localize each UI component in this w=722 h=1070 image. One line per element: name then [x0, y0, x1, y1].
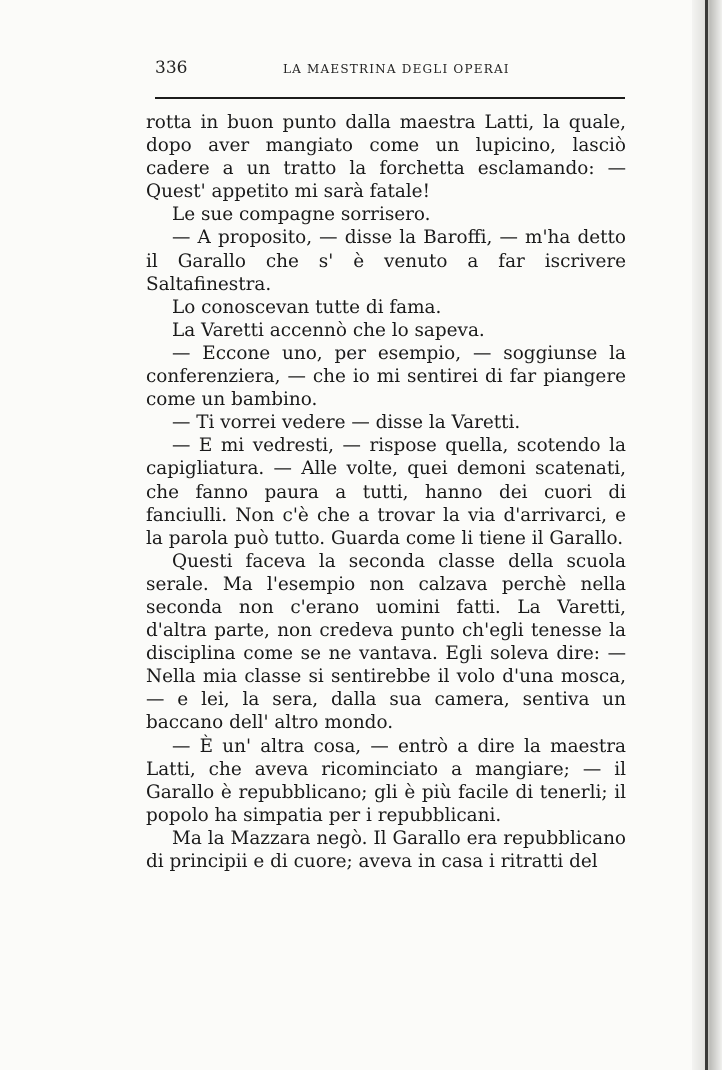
paragraph-continued: rotta in buon punto dalla maestra Latti, la quale, dopo aver mangiato come un lupicino, lasciò cadere a un tratto la forchetta esclamando: — Quest' appetito mi sarà fatale! — [146, 112, 626, 203]
paragraph: Le sue compagne sorrisero. — [172, 204, 431, 226]
paragraph: La Varetti accennò che lo sapeva. — [172, 319, 485, 341]
paragraph: Questi faceva la seconda classe della scuola serale. Ma l'esempio non calzava perchè nella seconda non c'erano uomini fatti. La Varetti, d'altra parte, non credeva punto ch'egli tenesse la disciplina come se ne vantava. Egli soleva dire: — Nella mia classe si sentirebbe il volo d'una mosca, — e lei, la sera, dalla sua camera, sentiva un baccano dell' altro mondo. — [146, 550, 626, 734]
page-number: 336 — [155, 58, 188, 78]
running-title: LA MAESTRINA DEGLI OPERAI — [283, 62, 510, 76]
page-binding-edge — [692, 0, 722, 1070]
paragraph: — Eccone uno, per esempio, — soggiunse la conferenziera, — che io mi sentirei di far piangere come un bambino. — [146, 342, 626, 411]
header-rule — [155, 97, 625, 99]
paragraph: Lo conoscevan tutte di fama. — [172, 296, 442, 318]
paragraph: — E mi vedresti, — rispose quella, scotendo la capigliatura. — Alle volte, quei demoni scatenati, che fanno paura a tutti, hanno dei cuori di fanciulli. Non c'è che a trovar la via d'arrivarci, e la parola può tutto. Guarda come li tiene il Garallo. — [146, 435, 626, 549]
paragraph: — È un' altra cosa, — entrò a dire la maestra Latti, che aveva ricominciato a mangiare; — il Garallo è repubblicano; gli è più facile di tenerli; il popolo ha simpatia per i repubblicani. — [146, 735, 626, 826]
paragraph: — A proposito, — disse la Baroffi, — m'ha detto il Garallo che s' è venuto a far iscrivere Saltafinestra. — [146, 227, 626, 295]
paragraph: Ma la Mazzara negò. Il Garallo era repubblicano di principii e di cuore; aveva in casa i ritratti del — [146, 827, 626, 872]
paragraph: — Ti vorrei vedere — disse la Varetti. — [172, 412, 521, 434]
page-header — [155, 58, 625, 80]
body-text — [146, 111, 626, 873]
